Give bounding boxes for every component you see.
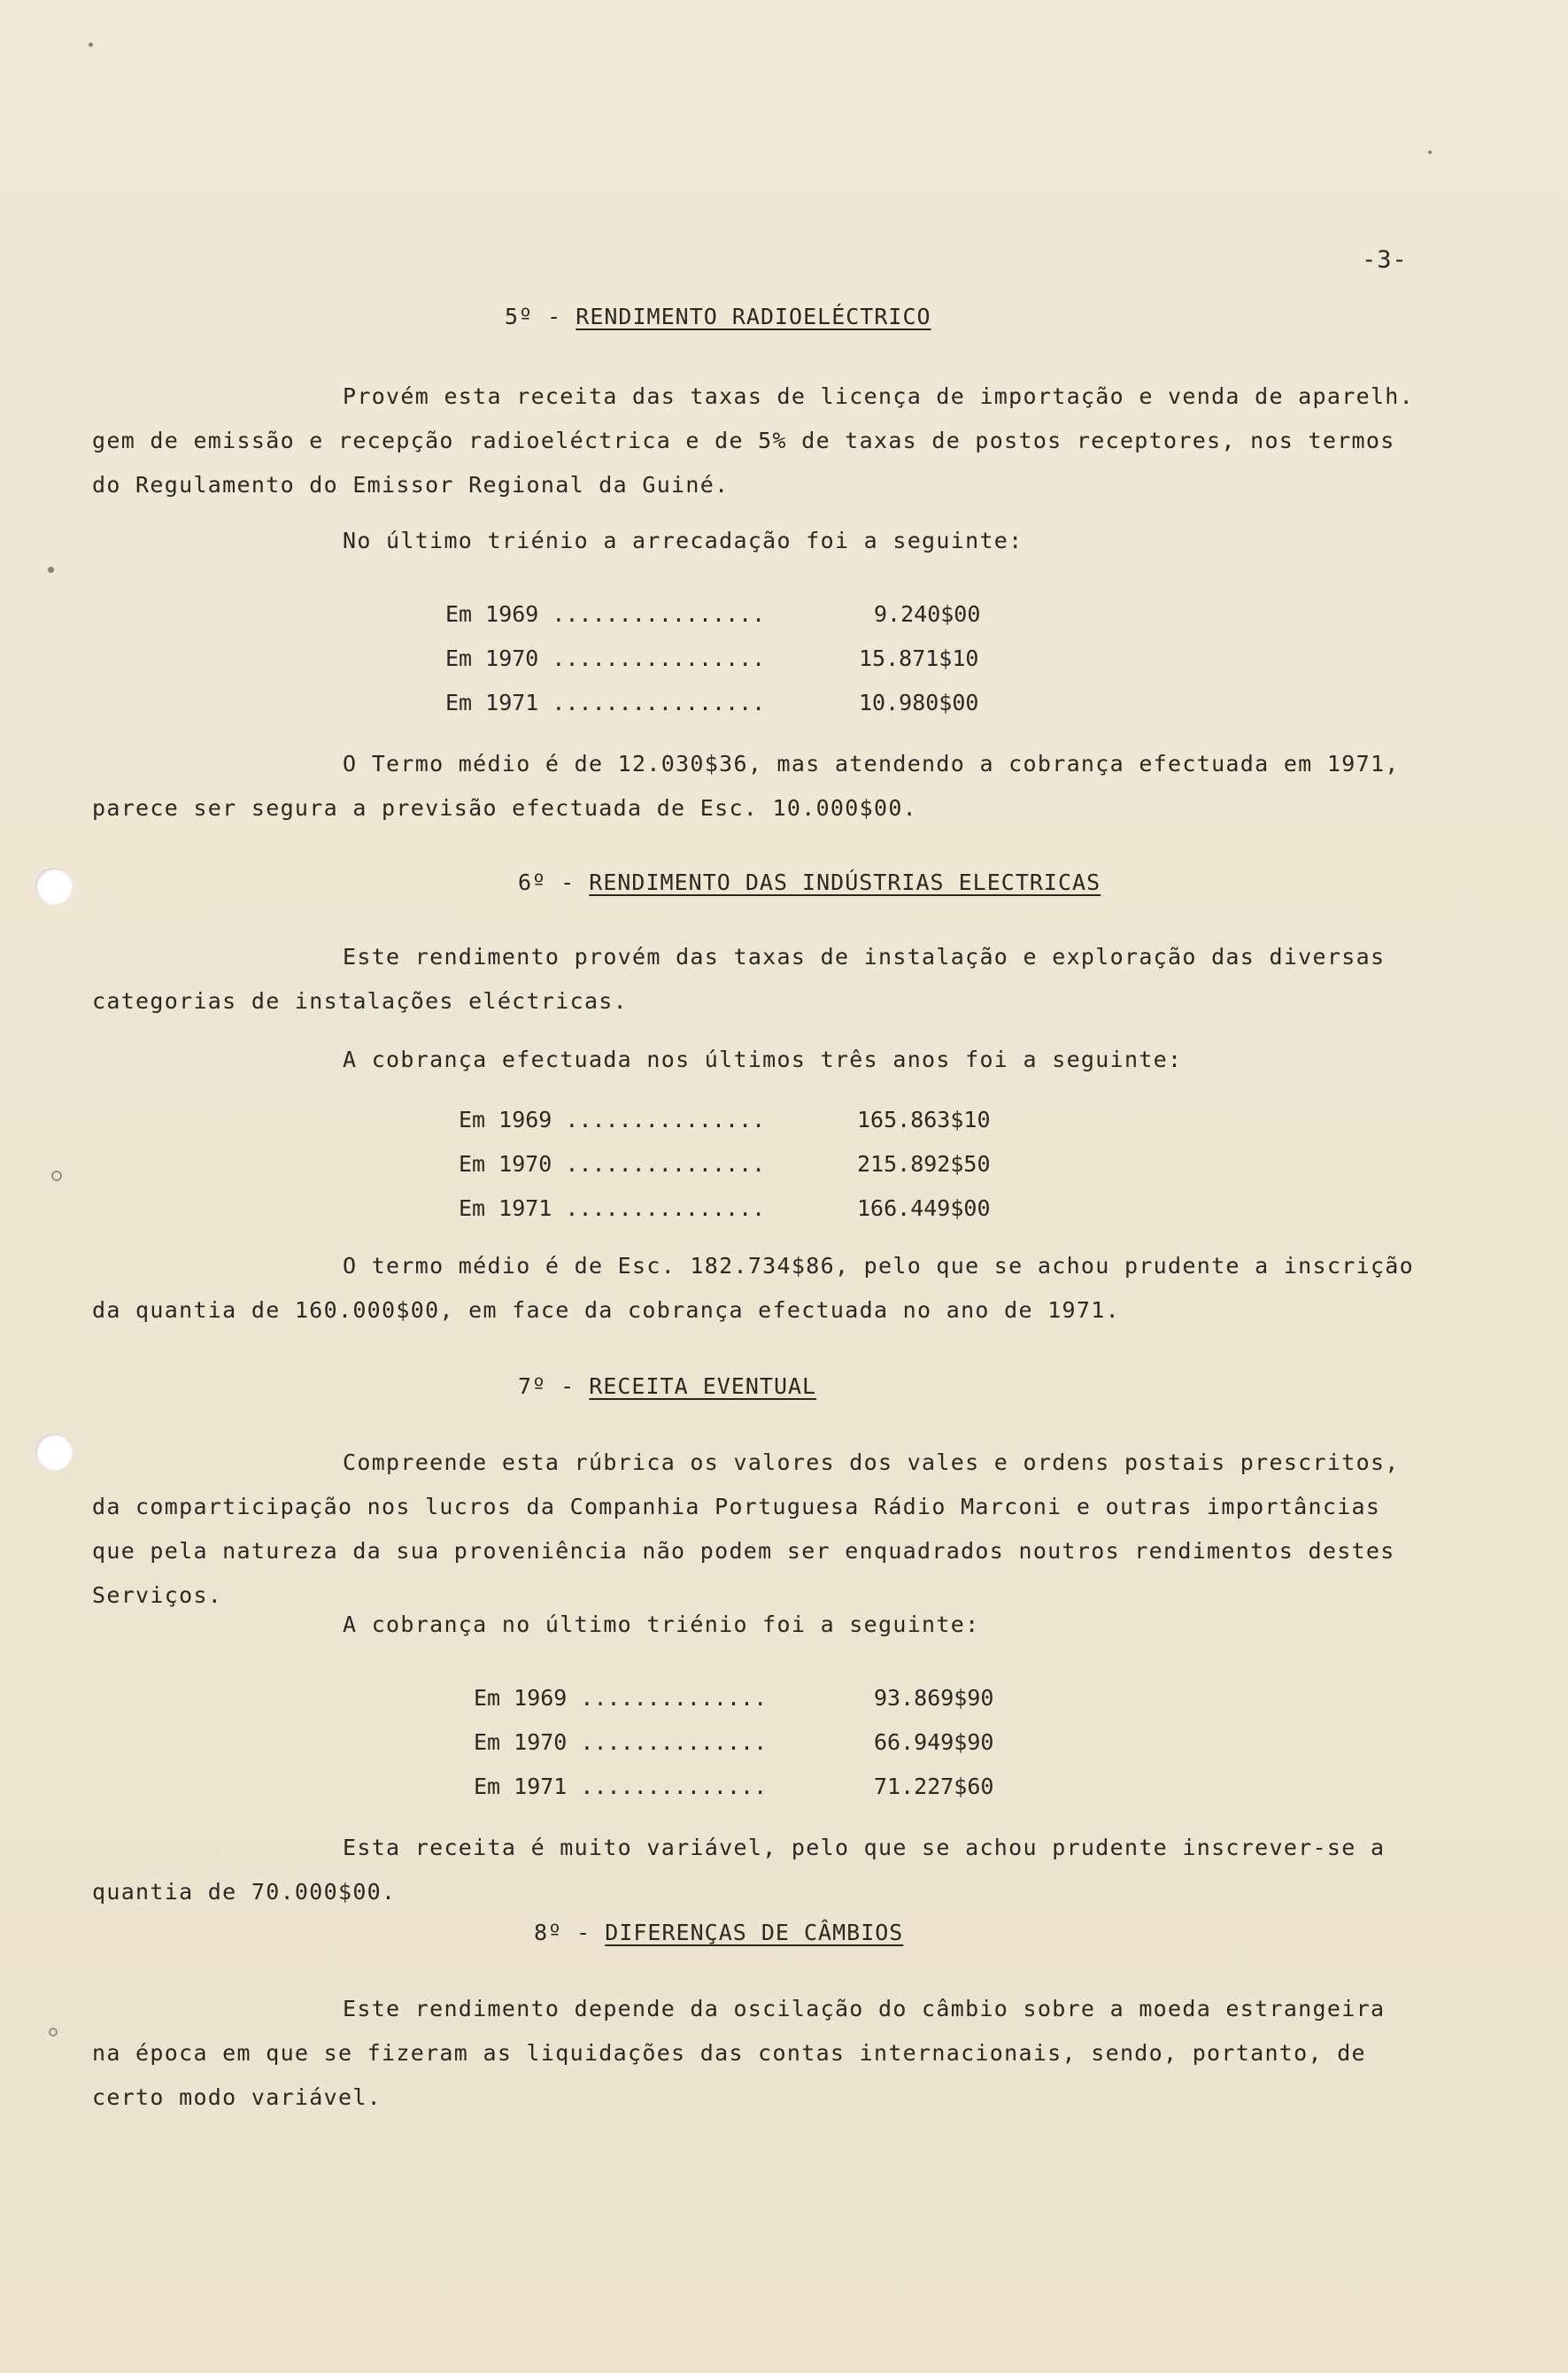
row-year: Em 1969 ............... bbox=[459, 1107, 766, 1132]
row-value: 66.949$90 bbox=[874, 1729, 994, 1755]
paragraph-line: da comparticipação nos lucros da Companhia Portuguesa Rádio Marconi e outras importâncias bbox=[92, 1494, 1381, 1519]
row-value: 10.980$00 bbox=[859, 690, 979, 715]
section-title: RENDIMENTO DAS INDÚSTRIAS ELECTRICAS bbox=[589, 870, 1101, 895]
row-value: 15.871$10 bbox=[859, 645, 979, 671]
paragraph-line: na época em que se fizeram as liquidações das contas internacionais, sendo, portanto, de bbox=[92, 2040, 1366, 2066]
paragraph-line: Serviços. bbox=[92, 1582, 223, 1608]
paragraph-line: certo modo variável. bbox=[92, 2084, 382, 2110]
paper-speck bbox=[89, 43, 93, 47]
page-number: -3- bbox=[1362, 246, 1408, 274]
closing-line: quantia de 70.000$00. bbox=[92, 1879, 397, 1905]
paper-speck bbox=[51, 1171, 62, 1181]
punch-hole bbox=[35, 868, 73, 905]
section-heading bbox=[518, 1373, 816, 1399]
row-value: 9.240$00 bbox=[874, 601, 981, 627]
closing-line: O Termo médio é de 12.030$36, mas atendendo a cobrança efectuada em 1971, bbox=[343, 751, 1400, 777]
paragraph-line: Provém esta receita das taxas de licença de importação e venda de aparelh. bbox=[343, 383, 1414, 409]
row-year: Em 1971 ................ bbox=[445, 690, 766, 715]
row-year: Em 1971 .............. bbox=[474, 1774, 768, 1799]
table-intro: A cobrança no último triénio foi a seguinte: bbox=[343, 1612, 980, 1637]
section-title: DIFERENÇAS DE CÂMBIOS bbox=[605, 1920, 904, 1945]
table-intro: A cobrança efectuada nos últimos três anos foi a seguinte: bbox=[343, 1047, 1183, 1072]
row-value: 215.892$50 bbox=[857, 1151, 991, 1177]
row-value: 165.863$10 bbox=[857, 1107, 991, 1132]
paragraph-line: que pela natureza da sua proveniência não podem ser enquadrados noutros rendimentos destes bbox=[92, 1538, 1395, 1564]
paragraph-line: do Regulamento do Emissor Regional da Guiné. bbox=[92, 472, 730, 498]
closing-line: O termo médio é de Esc. 182.734$86, pelo que se achou prudente a inscrição bbox=[343, 1253, 1414, 1279]
row-year: Em 1970 .............. bbox=[474, 1729, 768, 1755]
paragraph-line: categorias de instalações eléctricas. bbox=[92, 988, 628, 1014]
section-title: RENDIMENTO RADIOELÉCTRICO bbox=[575, 304, 931, 329]
row-year: Em 1970 ............... bbox=[459, 1151, 766, 1177]
paper-speck bbox=[1428, 151, 1432, 154]
paragraph-line: Compreende esta rúbrica os valores dos vales e ordens postais prescritos, bbox=[343, 1449, 1400, 1475]
row-year: Em 1969 .............. bbox=[474, 1685, 768, 1711]
row-value: 71.227$60 bbox=[874, 1774, 994, 1799]
row-year: Em 1969 ................ bbox=[445, 601, 766, 627]
row-value: 166.449$00 bbox=[857, 1195, 991, 1221]
paper-speck bbox=[48, 567, 54, 573]
paragraph-line: gem de emissão e recepção radioeléctrica e de 5% de taxas de postos receptores, nos termos bbox=[92, 428, 1395, 453]
closing-line: da quantia de 160.000$00, em face da cobrança efectuada no ano de 1971. bbox=[92, 1297, 1120, 1323]
row-value: 93.869$90 bbox=[874, 1685, 994, 1711]
punch-hole bbox=[35, 1434, 73, 1471]
closing-line: parece ser segura a previsão efectuada de Esc. 10.000$00. bbox=[92, 795, 918, 821]
table-intro: No último triénio a arrecadação foi a seguinte: bbox=[343, 528, 1023, 553]
section-heading bbox=[518, 870, 1101, 895]
section-number: 8º - bbox=[534, 1920, 591, 1945]
section-heading bbox=[534, 1920, 903, 1945]
paper-speck bbox=[49, 2028, 58, 2037]
section-heading bbox=[505, 304, 931, 329]
paragraph-line: Este rendimento depende da oscilação do câmbio sobre a moeda estrangeira bbox=[343, 1996, 1386, 2021]
section-number: 7º - bbox=[518, 1373, 575, 1399]
row-year: Em 1970 ................ bbox=[445, 645, 766, 671]
section-title: RECEITA EVENTUAL bbox=[589, 1373, 817, 1399]
section-number: 6º - bbox=[518, 870, 575, 895]
row-year: Em 1971 ............... bbox=[459, 1195, 766, 1221]
closing-line: Esta receita é muito variável, pelo que se achou prudente inscrever-se a bbox=[343, 1835, 1386, 1860]
section-number: 5º - bbox=[505, 304, 562, 329]
paragraph-line: Este rendimento provém das taxas de instalação e exploração das diversas bbox=[343, 944, 1386, 970]
